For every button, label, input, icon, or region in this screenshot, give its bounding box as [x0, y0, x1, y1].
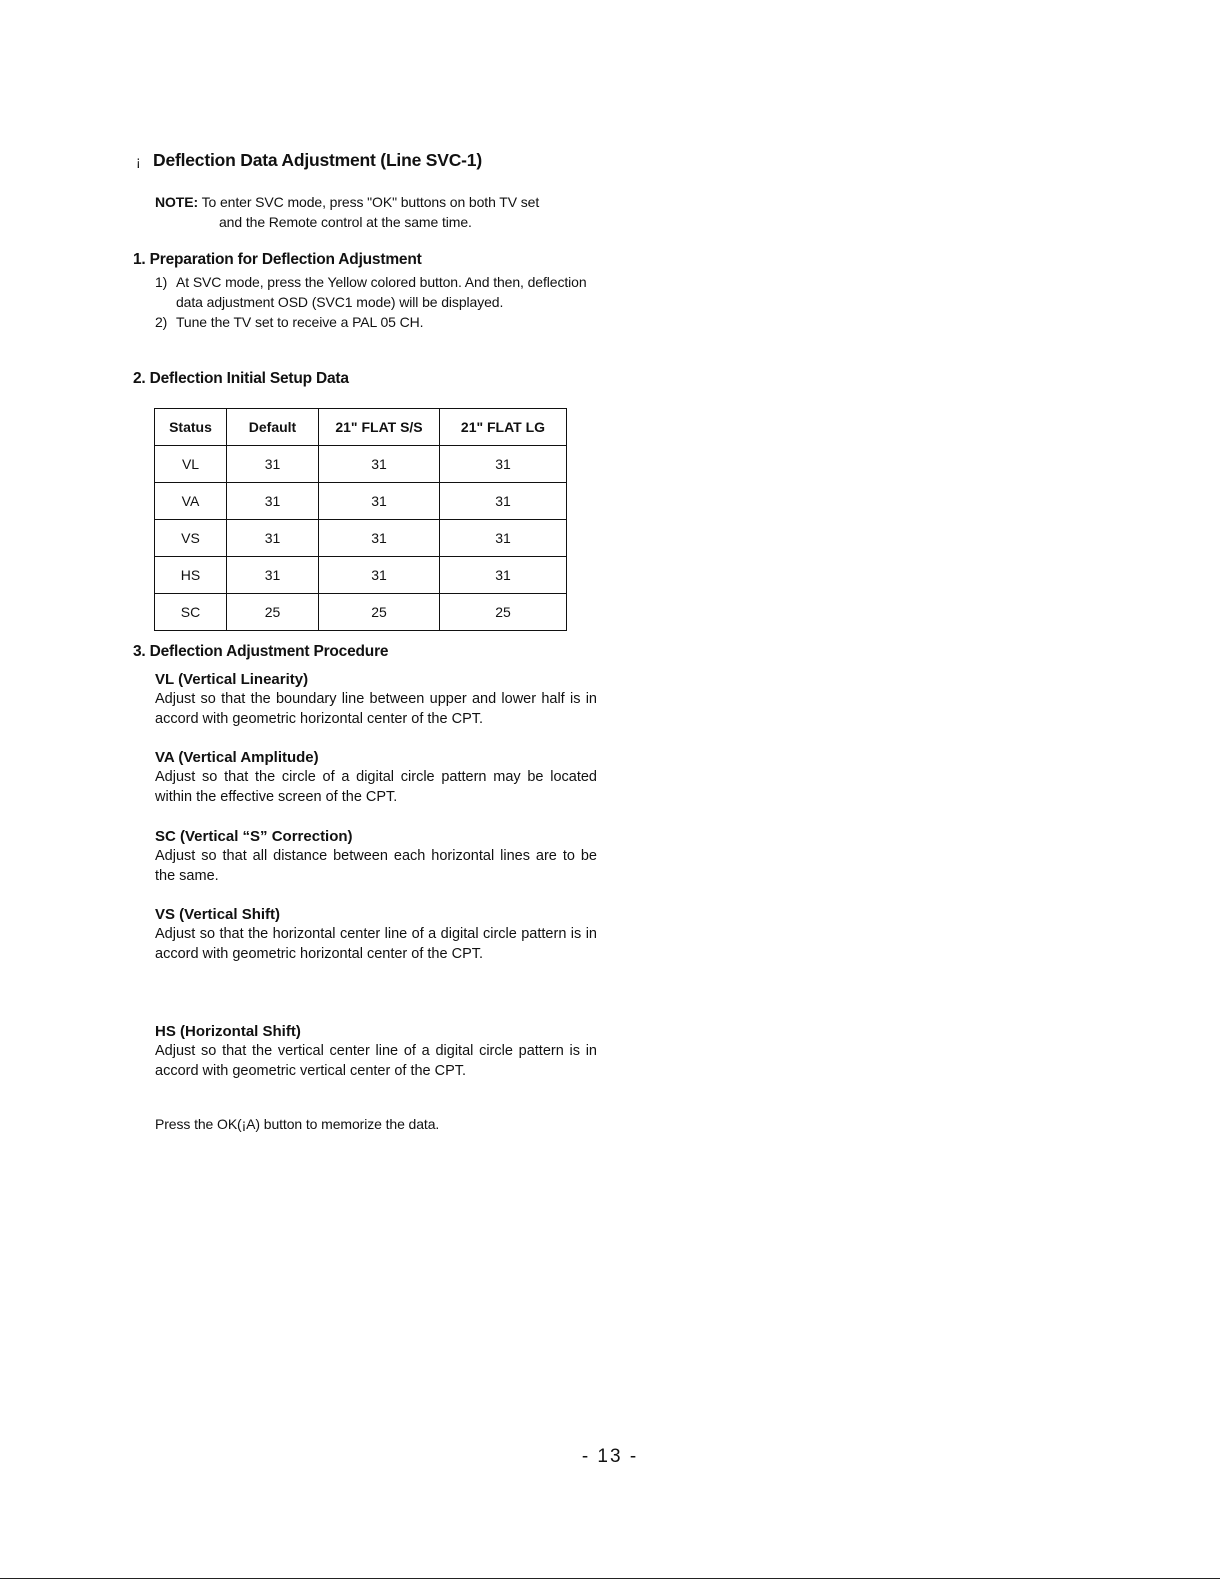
table-cell: 31	[440, 483, 567, 520]
procedure-text: Adjust so that the horizontal center line of a digital circle pattern is in accord with geometric horizontal center of the CPT.	[155, 926, 597, 962]
list-item	[155, 272, 597, 312]
note-block	[155, 192, 597, 232]
column-header-flat-lg: 21" FLAT LG	[440, 409, 567, 446]
procedure-text: Adjust so that the circle of a digital circle pattern may be located within the effective screen of the CPT.	[155, 769, 597, 805]
table-cell: 31	[227, 520, 319, 557]
table-cell: HS	[155, 557, 227, 594]
section1-list	[155, 272, 597, 332]
bottom-rule	[0, 1578, 1220, 1579]
note-label: NOTE:	[155, 194, 199, 210]
procedure-hs	[155, 1022, 597, 1081]
section3-heading: 3. Deflection Adjustment Procedure	[133, 643, 389, 660]
procedure-title: VS (Vertical Shift)	[155, 906, 281, 923]
setup-data-table	[154, 408, 567, 631]
table-cell: 31	[440, 520, 567, 557]
title-bullet: ¡	[136, 153, 141, 169]
note-line-2: and the Remote control at the same time.	[219, 214, 472, 230]
table-cell: 31	[227, 557, 319, 594]
section1-heading: 1. Preparation for Deflection Adjustment	[133, 251, 422, 268]
table-cell: 25	[319, 594, 440, 631]
procedure-va	[155, 748, 597, 807]
table-row	[155, 483, 567, 520]
note-line-1: To enter SVC mode, press "OK" buttons on both TV set	[201, 194, 540, 210]
list-item-text: At SVC mode, press the Yellow colored button. And then, deflection data adjustment OSD (SVC1 mode) will be displayed.	[176, 274, 587, 310]
table-cell: 31	[440, 557, 567, 594]
table-cell: VL	[155, 446, 227, 483]
table-cell: 31	[319, 520, 440, 557]
procedure-text: Adjust so that the vertical center line of a digital circle pattern is in accord with geometric vertical center of the CPT.	[155, 1043, 597, 1079]
table-cell: 25	[227, 594, 319, 631]
title-text: Deflection Data Adjustment (Line SVC-1)	[153, 150, 482, 170]
column-header-flat-ss: 21" FLAT S/S	[319, 409, 440, 446]
procedure-vs	[155, 905, 597, 964]
table-cell: 31	[227, 483, 319, 520]
table-cell: 31	[319, 557, 440, 594]
table-cell: 25	[440, 594, 567, 631]
section2-heading: 2. Deflection Initial Setup Data	[133, 370, 349, 387]
procedure-title: VA (Vertical Amplitude)	[155, 749, 319, 766]
column-header-status: Status	[155, 409, 227, 446]
table-cell: VA	[155, 483, 227, 520]
list-item-text: Tune the TV set to receive a PAL 05 CH.	[176, 314, 424, 330]
memorize-instruction: Press the OK(¡A) button to memorize the data.	[155, 1116, 440, 1132]
page-number: - 13 -	[581, 1446, 639, 1467]
procedure-text: Adjust so that all distance between each horizontal lines are to be the same.	[155, 848, 597, 884]
table-row	[155, 520, 567, 557]
procedure-title: VL (Vertical Linearity)	[155, 671, 309, 688]
procedure-text: Adjust so that the boundary line between upper and lower half is in accord with geometric horizontal center of the CPT.	[155, 691, 597, 727]
table-row	[155, 557, 567, 594]
list-item-number: 2)	[155, 314, 168, 330]
procedure-sc	[155, 827, 597, 886]
table-row	[155, 446, 567, 483]
procedure-vl	[155, 670, 597, 729]
table-header-row	[155, 409, 567, 446]
table-row	[155, 594, 567, 631]
table-cell: 31	[319, 483, 440, 520]
column-header-default: Default	[227, 409, 319, 446]
procedure-title: HS (Horizontal Shift)	[155, 1023, 301, 1040]
procedure-title: SC (Vertical “S” Correction)	[155, 828, 353, 845]
table-cell: 31	[319, 446, 440, 483]
table-cell: 31	[440, 446, 567, 483]
page-title	[136, 150, 482, 171]
list-item	[155, 312, 597, 332]
table-cell: SC	[155, 594, 227, 631]
table-cell: VS	[155, 520, 227, 557]
list-item-number: 1)	[155, 274, 168, 290]
table-cell: 31	[227, 446, 319, 483]
